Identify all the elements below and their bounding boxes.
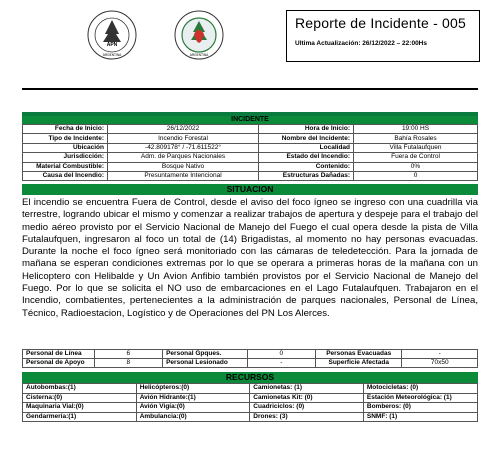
incidente-label: Estado del Incendio:	[259, 153, 354, 162]
recurso-item: Estación Meteorológica: (1)	[363, 393, 477, 403]
recurso-item: Camionetas: (1)	[250, 384, 364, 394]
incidente-value: Fuera de Control	[354, 153, 478, 162]
recurso-item: Autobombas:(1)	[23, 384, 137, 394]
recurso-item: Bomberos: (0)	[363, 403, 477, 413]
recursos-row	[23, 403, 478, 413]
incidente-value: 0	[354, 171, 478, 180]
personal-value: 70x50	[402, 359, 478, 368]
incidente-label: Fecha de Inicio:	[23, 125, 108, 134]
recurso-item: Ambulancia:(0)	[136, 412, 250, 422]
incidente-value: Adm. de Parques Nacionales	[108, 153, 259, 162]
incidente-value: 19:00 HS	[354, 125, 478, 134]
incidente-row	[23, 162, 478, 171]
incidente-row	[23, 171, 478, 180]
recursos-row	[23, 393, 478, 403]
personal-label: Personas Evacuadas	[316, 350, 402, 359]
personal-label: Superficie Afectada	[316, 359, 402, 368]
incidente-label: Hora de Inicio:	[259, 125, 354, 134]
personal-label: Personal Lesionado	[163, 359, 247, 368]
personal-value: -	[402, 350, 478, 359]
incidente-value: -42.809178° / -71.611522°	[108, 143, 259, 152]
personal-value: 8	[94, 359, 163, 368]
incidente-value: 26/12/2022	[108, 125, 259, 134]
recursos-table	[22, 383, 478, 422]
personal-value: -	[247, 359, 316, 368]
incidente-value: Presuntamente Intencional	[108, 171, 259, 180]
report-header-box	[286, 10, 480, 62]
recurso-item: Cuadriciclos: (0)	[250, 403, 364, 413]
incidente-label: Estructuras Dañadas:	[259, 171, 354, 180]
personal-value: 0	[247, 350, 316, 359]
last-updated: Ultima Actualización: 26/12/2022 – 22:00Hs	[295, 40, 427, 47]
situacion-text: El incendio se encuentra Fuera de Control, desde el aviso del foco ígneo se ingreso con una cuadrilla via terrestre, logrando ubicar el mismo y comenzar a realizar trabajos de apertura y despeje para el trabajo del medio aéreo provisto por el Servicio Nacional de Manejo del Fuego el cual opera desde la pista de Villa Futalaufquen, ingresaron al foco un total de (14) Brigadistas, al momento no hay personas evacuadas. Durante la noche el foco ígneo será monitoriado con las cámaras de teledetección. Para la jornada de mañana se esperan condiciones extremas por lo que se operara a primeras horas de la mañana con un Helicoptero con Helibalde y Un Avion Anfibio también provistos por el Servicio Nacional de Manejo del Fuego. Por lo que se solicita el NO uso de embarcaciones en el Lago Futalaufquen. Trabajaron en el Incendio, combatientes, pertenecientes a la administración de parques nacionales, Personal de Línea, Técnico, Radioestacion, Logístico y de Operaciones del PN Los Alerces.	[22, 197, 478, 319]
report-title: Reporte de Incidente - 005	[295, 15, 466, 31]
recurso-item: Gendarmería:(1)	[23, 412, 137, 422]
incidente-label: Localidad	[259, 143, 354, 152]
recurso-item: Drones: (3)	[250, 412, 364, 422]
recurso-item: Camionetas Kit: (0)	[250, 393, 364, 403]
incidente-label: Material Combustible:	[23, 162, 108, 171]
incidente-row	[23, 143, 478, 152]
incidente-value: Villa Futalaufquen	[354, 143, 478, 152]
incidente-value: Bahía Rosales	[354, 134, 478, 143]
recursos-row	[23, 412, 478, 422]
personal-label: Personal de Línea	[23, 350, 95, 359]
recurso-item: Motocicletas: (0)	[363, 384, 477, 394]
svg-text:ARGENTINA: ARGENTINA	[189, 53, 209, 57]
incidente-table	[22, 124, 478, 181]
svg-text:ARGENTINA: ARGENTINA	[102, 53, 122, 57]
recurso-item: Maquinaria Vial:(0)	[23, 403, 137, 413]
personal-row	[23, 350, 478, 359]
personal-label: Personal Gpques.	[163, 350, 247, 359]
recurso-item: Avión Hidrante:(1)	[136, 393, 250, 403]
apn-logo	[87, 10, 137, 60]
personal-row	[23, 359, 478, 368]
incidente-row	[23, 134, 478, 143]
incidente-row	[23, 153, 478, 162]
personal-value: 6	[94, 350, 163, 359]
incidente-value: Bosque Nativo	[108, 162, 259, 171]
recurso-item: Cisterna:(0)	[23, 393, 137, 403]
recurso-item: Helicópteros:(0)	[136, 384, 250, 394]
incidente-label: Tipo de Incidente:	[23, 134, 108, 143]
incidente-row	[23, 125, 478, 134]
incidente-label: Nombre del Incidente:	[259, 134, 354, 143]
recurso-item: Avión Vigía:(0)	[136, 403, 250, 413]
top-divider	[22, 88, 478, 90]
incidente-value: Incendio Forestal	[108, 134, 259, 143]
incidente-label: Jurisdicción:	[23, 153, 108, 162]
incidente-label: Ubicación	[23, 143, 108, 152]
brigade-logo	[174, 10, 224, 60]
incidente-label: Causa del Incendio:	[23, 171, 108, 180]
personal-label: Personal de Apoyo	[23, 359, 95, 368]
recursos-row	[23, 384, 478, 394]
incidente-value: 0%	[354, 162, 478, 171]
svg-text:APN: APN	[106, 42, 118, 48]
recursos-header: RECURSOS	[22, 372, 478, 383]
situacion-header: SITUACION	[22, 184, 478, 195]
incidente-label: Contenido:	[259, 162, 354, 171]
incidente-header: INCIDENTE	[22, 116, 478, 124]
personal-table	[22, 349, 478, 368]
recurso-item: SNMF: (1)	[363, 412, 477, 422]
